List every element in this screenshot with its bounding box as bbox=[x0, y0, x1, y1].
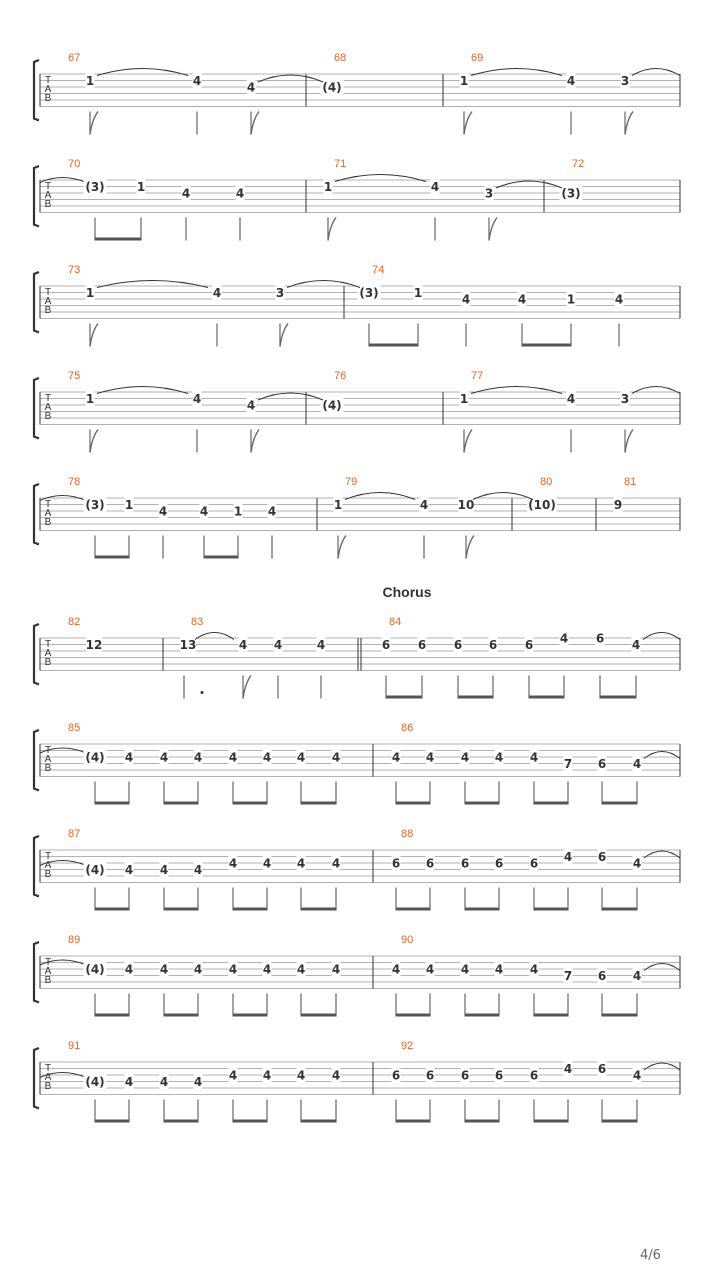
measure-number: 84 bbox=[389, 616, 402, 628]
fret-number: 6 bbox=[597, 1062, 607, 1076]
tab-clef-letter: T bbox=[44, 957, 52, 968]
system-bracket bbox=[34, 1048, 39, 1109]
system-bracket bbox=[34, 378, 39, 439]
measure-number: 68 bbox=[334, 52, 347, 64]
fret-number: 1 bbox=[85, 74, 95, 88]
note-flag bbox=[625, 430, 633, 453]
fret-number: 4 bbox=[425, 962, 435, 977]
system-bracket bbox=[34, 730, 39, 791]
note-beam bbox=[600, 696, 636, 699]
tie-curve bbox=[644, 851, 680, 858]
note-flag bbox=[466, 536, 474, 559]
fret-number: 4 bbox=[181, 186, 191, 201]
note-beam bbox=[233, 802, 267, 805]
note-beam bbox=[369, 344, 418, 347]
tab-clef-letter: B bbox=[44, 411, 52, 422]
note-beam bbox=[465, 802, 499, 805]
note-beam bbox=[204, 556, 238, 559]
tie-curve bbox=[644, 1063, 680, 1070]
fret-number: 9 bbox=[613, 498, 623, 512]
note-beam bbox=[396, 802, 430, 805]
note-beam bbox=[233, 1014, 267, 1017]
note-beam bbox=[95, 802, 129, 805]
tie-curve bbox=[496, 181, 562, 188]
fret-number: 4 bbox=[193, 1075, 203, 1089]
fret-number: 13 bbox=[179, 638, 197, 652]
fret-number: 4 bbox=[461, 292, 471, 307]
fret-number: 1 bbox=[136, 180, 146, 194]
fret-number: 4 bbox=[262, 856, 272, 871]
fret-number: 1 bbox=[413, 286, 423, 300]
tab-clef-letter: A bbox=[44, 860, 52, 871]
tie-curve bbox=[258, 393, 323, 400]
fret-number: (3) bbox=[85, 498, 105, 512]
fret-number: 4 bbox=[296, 750, 306, 765]
tie-curve bbox=[195, 633, 234, 640]
fret-number: 4 bbox=[193, 962, 203, 977]
fret-number: 1 bbox=[85, 286, 95, 300]
measure-number: 79 bbox=[345, 476, 358, 488]
fret-number: (4) bbox=[322, 398, 342, 413]
fret-number: 4 bbox=[331, 962, 341, 977]
note-beam bbox=[396, 1014, 430, 1017]
note-beam bbox=[95, 556, 129, 559]
note-flag bbox=[464, 430, 472, 453]
fret-number: 4 bbox=[267, 504, 277, 519]
fret-number: 6 bbox=[597, 757, 607, 771]
tab-clef-letter: B bbox=[44, 763, 52, 774]
fret-number: 4 bbox=[494, 962, 504, 977]
measure-number: 90 bbox=[401, 934, 414, 946]
fret-number: 4 bbox=[391, 750, 401, 765]
system-bracket bbox=[34, 836, 39, 897]
tie-curve bbox=[471, 69, 562, 76]
note-beam bbox=[95, 908, 129, 911]
fret-number: 4 bbox=[494, 750, 504, 765]
note-beam bbox=[386, 696, 422, 699]
fret-number: 4 bbox=[238, 638, 248, 652]
note-beam bbox=[164, 1120, 198, 1123]
tab-clef-letter: B bbox=[44, 93, 52, 104]
fret-number: 4 bbox=[199, 504, 209, 519]
measure-number: 80 bbox=[540, 476, 553, 488]
fret-number: 6 bbox=[391, 1068, 401, 1083]
fret-number: 4 bbox=[631, 638, 641, 652]
note-beam bbox=[396, 908, 430, 911]
fret-number: 4 bbox=[566, 392, 576, 406]
fret-number: 4 bbox=[529, 750, 539, 765]
fret-number: 4 bbox=[228, 750, 238, 765]
note-beam bbox=[95, 238, 141, 241]
system-bracket bbox=[34, 60, 39, 121]
note-beam bbox=[602, 908, 637, 911]
fret-number: 4 bbox=[159, 1075, 169, 1089]
fret-number: 4 bbox=[563, 850, 573, 864]
note-beam bbox=[465, 1120, 499, 1123]
fret-number: 6 bbox=[595, 631, 605, 646]
note-flag bbox=[280, 324, 288, 347]
tab-clef-letter: A bbox=[44, 966, 52, 977]
tab-clef-letter: A bbox=[44, 190, 52, 201]
fret-number: 4 bbox=[262, 962, 272, 977]
fret-number: 3 bbox=[620, 74, 630, 88]
measure-number: 71 bbox=[334, 158, 347, 170]
measure-number: 83 bbox=[191, 616, 204, 628]
measure-number: 89 bbox=[68, 934, 81, 946]
measure-number: 76 bbox=[334, 370, 347, 382]
fret-number: 4 bbox=[566, 74, 576, 88]
tab-clef-letter: T bbox=[44, 499, 52, 510]
fret-number: (10) bbox=[528, 498, 556, 512]
tab-clef-letter: B bbox=[44, 975, 52, 986]
fret-number: 1 bbox=[124, 498, 134, 512]
measure-number: 88 bbox=[401, 828, 414, 840]
measure-number: 92 bbox=[401, 1040, 414, 1052]
tie-curve bbox=[287, 281, 360, 288]
fret-number: 6 bbox=[494, 856, 504, 871]
fret-number: 4 bbox=[331, 1068, 341, 1083]
fret-number: 6 bbox=[494, 1068, 504, 1083]
note-flag bbox=[90, 430, 98, 453]
fret-number: 1 bbox=[85, 392, 95, 406]
tab-clef-letter: A bbox=[44, 508, 52, 519]
measure-number: 73 bbox=[68, 264, 81, 276]
fret-number: (3) bbox=[359, 286, 379, 300]
note-beam bbox=[534, 1014, 568, 1017]
fret-number: 4 bbox=[460, 962, 470, 977]
note-flag bbox=[464, 112, 472, 135]
measure-number: 81 bbox=[624, 476, 637, 488]
fret-number: 4 bbox=[262, 750, 272, 765]
fret-number: 4 bbox=[124, 863, 134, 877]
fret-number: 4 bbox=[246, 80, 256, 95]
tie-curve bbox=[97, 387, 188, 394]
note-flag bbox=[489, 218, 497, 241]
note-beam bbox=[534, 802, 568, 805]
note-beam bbox=[465, 908, 499, 911]
fret-number: 6 bbox=[529, 856, 539, 871]
section-title: Chorus bbox=[382, 584, 432, 600]
fret-number: (4) bbox=[322, 80, 342, 95]
note-flag bbox=[90, 324, 98, 347]
measure-number: 87 bbox=[68, 828, 81, 840]
fret-number: (4) bbox=[85, 863, 105, 877]
note-beam bbox=[95, 1120, 129, 1123]
fret-number: 4 bbox=[124, 962, 134, 977]
fret-number: 6 bbox=[524, 638, 534, 652]
system-bracket bbox=[34, 272, 39, 333]
fret-number: 4 bbox=[563, 1062, 573, 1076]
note-flag bbox=[328, 218, 336, 241]
tab-clef-letter: B bbox=[44, 657, 52, 668]
note-beam bbox=[164, 802, 198, 805]
fret-number: 4 bbox=[124, 750, 134, 765]
tab-clef-letter: B bbox=[44, 305, 52, 316]
fret-number: 4 bbox=[192, 392, 202, 406]
note-flag bbox=[625, 112, 633, 135]
fret-number: 4 bbox=[331, 750, 341, 765]
note-beam bbox=[233, 908, 267, 911]
note-beam bbox=[301, 1120, 336, 1123]
fret-number: 3 bbox=[275, 286, 285, 300]
fret-number: 4 bbox=[296, 962, 306, 977]
note-beam bbox=[396, 1120, 430, 1123]
fret-number: 1 bbox=[233, 504, 243, 519]
fret-number: 4 bbox=[192, 74, 202, 88]
fret-number: 4 bbox=[632, 856, 642, 871]
fret-number: 3 bbox=[620, 392, 630, 406]
tab-clef-letter: A bbox=[44, 1072, 52, 1083]
fret-number: 6 bbox=[391, 856, 401, 871]
fret-number: 4 bbox=[529, 962, 539, 977]
tie-curve bbox=[644, 752, 680, 759]
fret-number: 4 bbox=[430, 180, 440, 194]
tab-clef-letter: A bbox=[44, 754, 52, 765]
fret-number: 6 bbox=[417, 638, 427, 652]
measure-number: 74 bbox=[372, 264, 385, 276]
fret-number: 6 bbox=[425, 1068, 435, 1083]
measure-number: 70 bbox=[68, 158, 81, 170]
note-beam bbox=[301, 802, 336, 805]
measure-number: 77 bbox=[471, 370, 484, 382]
tab-clef-letter: A bbox=[44, 402, 52, 413]
tie-curve bbox=[345, 493, 415, 500]
measure-number: 72 bbox=[572, 158, 585, 170]
fret-number: 10 bbox=[457, 498, 475, 512]
dotted-rhythm-dot bbox=[201, 691, 204, 694]
system-bracket bbox=[34, 484, 39, 545]
fret-number: 1 bbox=[323, 180, 333, 194]
measure-number: 86 bbox=[401, 722, 414, 734]
fret-number: 4 bbox=[296, 856, 306, 871]
fret-number: 4 bbox=[228, 856, 238, 871]
fret-number: 1 bbox=[566, 292, 576, 307]
tie-curve bbox=[97, 281, 208, 288]
note-beam bbox=[534, 908, 568, 911]
fret-number: 4 bbox=[212, 286, 222, 300]
fret-number: 4 bbox=[632, 1068, 642, 1083]
fret-number: 4 bbox=[296, 1068, 306, 1083]
note-beam bbox=[602, 1014, 637, 1017]
fret-number: 4 bbox=[262, 1068, 272, 1083]
tab-clef-letter: T bbox=[44, 1063, 52, 1074]
fret-number: 7 bbox=[563, 969, 573, 983]
tab-clef-letter: T bbox=[44, 393, 52, 404]
fret-number: 4 bbox=[228, 1068, 238, 1083]
fret-number: 6 bbox=[597, 969, 607, 983]
fret-number: 3 bbox=[484, 186, 494, 201]
fret-number: 4 bbox=[632, 969, 642, 983]
tie-curve bbox=[97, 69, 188, 76]
tab-clef-letter: B bbox=[44, 1081, 52, 1092]
note-beam bbox=[465, 1014, 499, 1017]
system-bracket bbox=[34, 942, 39, 1003]
note-beam bbox=[301, 908, 336, 911]
fret-number: 4 bbox=[273, 638, 283, 652]
fret-number: 4 bbox=[193, 863, 203, 877]
note-beam bbox=[164, 1014, 198, 1017]
fret-number: 6 bbox=[488, 638, 498, 652]
measure-number: 91 bbox=[68, 1040, 81, 1052]
tab-clef-letter: A bbox=[44, 648, 52, 659]
fret-number: 1 bbox=[459, 392, 469, 406]
note-flag bbox=[251, 112, 259, 135]
tie-curve bbox=[473, 493, 533, 500]
note-beam bbox=[602, 802, 637, 805]
fret-number: (4) bbox=[85, 1075, 105, 1089]
fret-number: 4 bbox=[159, 962, 169, 977]
fret-number: (3) bbox=[85, 180, 105, 194]
tie-curve bbox=[471, 387, 562, 394]
fret-number: 6 bbox=[453, 638, 463, 652]
tie-curve bbox=[335, 175, 426, 182]
tab-clef-letter: T bbox=[44, 287, 52, 298]
note-beam bbox=[529, 696, 564, 699]
note-beam bbox=[301, 1014, 336, 1017]
fret-number: 6 bbox=[597, 850, 607, 864]
fret-number: 7 bbox=[563, 757, 573, 771]
fret-number: 4 bbox=[246, 398, 256, 413]
fret-number: 4 bbox=[193, 750, 203, 765]
measure-number: 67 bbox=[68, 52, 81, 64]
fret-number: 12 bbox=[85, 638, 103, 652]
tab-clef-letter: T bbox=[44, 75, 52, 86]
tie-curve bbox=[258, 75, 323, 82]
tie-curve bbox=[644, 964, 680, 971]
note-flag bbox=[243, 676, 251, 699]
page-number: 4/6 bbox=[640, 1248, 661, 1263]
fret-number: 4 bbox=[316, 638, 326, 652]
tab-clef-letter: T bbox=[44, 181, 52, 192]
fret-number: 4 bbox=[124, 1075, 134, 1089]
fret-number: 4 bbox=[460, 750, 470, 765]
fret-number: 4 bbox=[331, 856, 341, 871]
tab-clef-letter: T bbox=[44, 639, 52, 650]
fret-number: 4 bbox=[425, 750, 435, 765]
measure-number: 85 bbox=[68, 722, 81, 734]
fret-number: 4 bbox=[158, 504, 168, 519]
tab-clef-letter: A bbox=[44, 296, 52, 307]
fret-number: (4) bbox=[85, 750, 105, 765]
tie-curve bbox=[632, 69, 680, 76]
measure-number: 82 bbox=[68, 616, 81, 628]
fret-number: 4 bbox=[391, 962, 401, 977]
fret-number: 6 bbox=[425, 856, 435, 871]
fret-number: 4 bbox=[614, 292, 624, 307]
measure-number: 78 bbox=[68, 476, 81, 488]
note-beam bbox=[233, 1120, 267, 1123]
note-beam bbox=[534, 1120, 568, 1123]
fret-number: (3) bbox=[561, 186, 581, 201]
measure-number: 75 bbox=[68, 370, 81, 382]
note-beam bbox=[164, 908, 198, 911]
tab-clef-letter: A bbox=[44, 84, 52, 95]
fret-number: 6 bbox=[381, 638, 391, 652]
note-beam bbox=[522, 344, 571, 347]
fret-number: 6 bbox=[460, 1068, 470, 1083]
fret-number: 1 bbox=[333, 498, 343, 512]
tab-clef-letter: T bbox=[44, 745, 52, 756]
fret-number: 4 bbox=[419, 498, 429, 512]
fret-number: (4) bbox=[85, 962, 105, 977]
system-bracket bbox=[34, 624, 39, 685]
fret-number: 4 bbox=[632, 757, 642, 771]
note-flag bbox=[338, 536, 346, 559]
fret-number: 4 bbox=[517, 292, 527, 307]
fret-number: 6 bbox=[460, 856, 470, 871]
note-flag bbox=[90, 112, 98, 135]
tie-curve bbox=[632, 387, 680, 394]
system-bracket bbox=[34, 166, 39, 227]
note-beam bbox=[602, 1120, 637, 1123]
note-flag bbox=[251, 430, 259, 453]
fret-number: 4 bbox=[559, 631, 569, 646]
fret-number: 1 bbox=[459, 74, 469, 88]
tab-clef-letter: B bbox=[44, 199, 52, 210]
fret-number: 4 bbox=[235, 186, 245, 201]
tab-clef-letter: T bbox=[44, 851, 52, 862]
fret-number: 4 bbox=[228, 962, 238, 977]
tab-clef-letter: B bbox=[44, 869, 52, 880]
tab-clef-letter: B bbox=[44, 517, 52, 528]
tie-curve bbox=[643, 633, 680, 640]
fret-number: 6 bbox=[529, 1068, 539, 1083]
note-beam bbox=[458, 696, 493, 699]
note-beam bbox=[95, 1014, 129, 1017]
fret-number: 4 bbox=[159, 863, 169, 877]
fret-number: 4 bbox=[159, 750, 169, 765]
measure-number: 69 bbox=[471, 52, 484, 64]
